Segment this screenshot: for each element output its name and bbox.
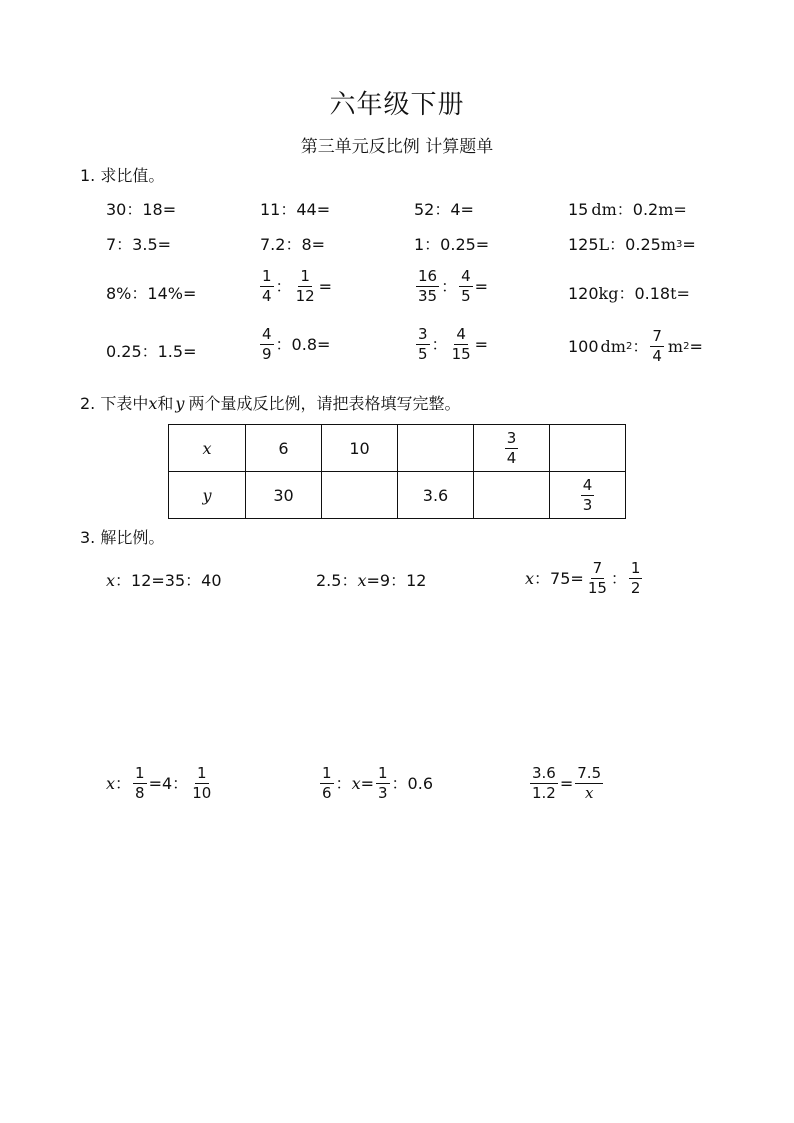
fraction [459,268,473,305]
fraction [320,765,334,802]
table-cell-blank[interactable] [550,425,626,472]
problem-text: ：75= [534,568,584,588]
fraction [416,268,439,305]
ratio-item [106,284,196,304]
table-cell: 6 [246,425,322,472]
ratio-text: 120 [568,284,599,303]
denominator: 15 [587,579,607,597]
numerator: 1 [196,764,207,782]
fraction [450,326,473,363]
numerator: 1 [300,267,310,285]
ratio-text: ：0.18 [618,284,671,303]
ratio-text: 8%：14%= [106,284,197,303]
ratio-item [568,284,690,304]
ratio-item [258,326,330,363]
fraction [629,560,643,597]
ratio-item [414,268,488,305]
variable-x: x [357,571,367,590]
denominator: 12 [295,287,315,305]
denominator: 35 [418,287,438,305]
proportion-problem [316,571,426,591]
ratio-item [106,342,196,362]
numerator: 3.6 [532,764,556,782]
ratio-text: ：0.25 [609,235,661,254]
table-cell: 30 [246,472,322,519]
ratio-text: 0.25：1.5= [106,342,197,361]
ratio-colon: ： [632,336,649,356]
ratio-text: 52：4= [414,200,474,219]
problem-text: 2.5： [316,571,358,590]
ratio-text: ：0.8= [275,334,331,354]
section2-heading [80,391,460,414]
fraction [581,477,595,514]
ratio-text: 15 [568,200,589,219]
ratio-colon: ： [115,773,132,793]
ratio-item [414,235,489,255]
variable-x: x [106,571,116,590]
ratio-item [106,235,171,255]
numerator: 7 [592,559,603,577]
ratio-item [414,326,488,363]
ratio-colon: ： [431,334,448,354]
ratio-colon: ： [335,773,352,793]
variable-x: x [525,568,535,588]
page-title: 六年级下册 [329,90,465,120]
denominator: 3 [378,784,388,802]
variable-x: x [202,438,212,458]
numerator: 1 [630,559,641,577]
inverse-proportion-table [168,424,626,519]
denominator: 5 [461,287,471,305]
numerator: 1 [135,764,145,782]
numerator: 4 [262,325,272,343]
variable-x: x [148,394,158,413]
unit-text: t= [670,284,690,303]
denominator: 3 [582,495,593,514]
section3-heading: 3. 解比例。 [80,528,165,547]
numerator: 16 [418,267,438,285]
numerator: 4 [461,267,471,285]
fraction [294,268,317,305]
problem-text: ：0.6 [391,773,433,793]
ratio-item: 125 L ：0.25 m 3 = [568,235,696,254]
numerator: 1 [322,764,332,782]
ratio-text: 7：3.5= [106,235,172,254]
heading-text: 两个量成反比例，请把表格填写完整。 [188,394,461,413]
numerator: 7 [652,327,662,345]
proportion-problem [318,765,433,802]
variable-x: x [351,773,361,793]
section1-heading: 1. 求比值。 [80,166,165,185]
proportion-problem [528,765,605,802]
problem-text: ：12=35：40 [115,571,222,590]
fraction [530,765,558,802]
fraction [586,560,609,597]
ratio-text: 1：0.25= [414,235,490,254]
fraction [260,268,274,305]
table-cell [474,425,550,472]
heading-text: 和 [157,394,174,413]
denominator: 4 [262,287,272,305]
ratio-colon: ： [610,568,627,588]
denominator: 10 [192,784,212,802]
problem-text: =9：12 [366,571,427,590]
table-cell-label [169,472,246,519]
ratio-colon: ： [441,276,458,296]
fraction [190,765,213,802]
fraction [575,765,603,802]
unit-text: kg [598,284,619,303]
table-cell: 3.6 [398,472,474,519]
heading-text: 2. 下表中 [80,394,149,413]
numerator: 1 [378,764,388,782]
unit-text: m= [658,200,687,219]
ratio-text: 30：18= [106,200,177,219]
ratio-item [260,235,325,255]
variable-y: y [175,394,185,413]
ratio-text: 125 [568,235,599,254]
unit-text: dm [600,336,626,356]
numerator: 4 [582,475,593,494]
equals-sign: = [559,773,574,793]
equals-sign: = [682,235,696,254]
equals-sign: = [689,336,703,356]
ratio-item: 100 dm 2 ： $\frac{7}{4}$ m 2 = [568,327,703,365]
table-row-y [169,472,626,519]
ratio-text: 7.2：8= [260,235,326,254]
denominator: 8 [135,784,145,802]
proportion-problem [106,571,222,591]
numerator: 4 [456,325,466,343]
proportion-problem [106,765,215,802]
table-cell: 10 [322,425,398,472]
equals-sign: = [474,334,489,354]
equals-sign: = [474,276,489,296]
denominator: 4 [506,448,517,467]
ratio-colon: ： [275,276,292,296]
page-subtitle: 第三单元反比例 计算题单 [300,137,494,157]
ratio-item [258,268,332,305]
equals-sign: = [360,773,374,793]
unit-text: dm [591,200,617,219]
denominator: 15 [451,345,471,363]
problem-text: =4： [148,773,189,793]
proportion-problem [525,560,644,597]
denominator: 5 [418,345,428,363]
variable-y: y [202,485,212,505]
unit-text: L [598,235,610,254]
numerator: 3 [506,428,517,447]
ratio-item [260,200,330,220]
table-cell-label [169,425,246,472]
table-cell-blank[interactable] [398,425,474,472]
table-cell [550,472,626,519]
denominator: 6 [322,784,332,802]
numerator: 1 [262,267,272,285]
fraction [376,765,390,802]
table-row-x [169,425,626,472]
ratio-text: 11：44= [260,200,331,219]
denominator: 1.2 [532,784,556,802]
fraction [133,765,147,802]
ratio-item [106,200,176,220]
variable-x: x [106,773,116,793]
ratio-text: 100 [568,336,599,356]
denominator: 4 [652,347,662,365]
fraction [260,326,274,363]
table-cell-blank[interactable] [474,472,550,519]
equals-sign: = [318,276,333,296]
fraction [650,328,664,365]
ratio-item [568,200,687,220]
denominator: 9 [262,345,272,363]
unit-text: m [667,336,684,356]
unit-text: m [660,235,676,254]
ratio-text: ：0.2 [616,200,659,219]
denominator: 2 [630,579,641,597]
fraction [416,326,430,363]
fraction [505,430,519,467]
ratio-item [414,200,474,220]
table-cell-blank[interactable] [322,472,398,519]
denominator: x [584,784,594,802]
numerator: 7.5 [577,764,602,782]
numerator: 3 [418,325,428,343]
